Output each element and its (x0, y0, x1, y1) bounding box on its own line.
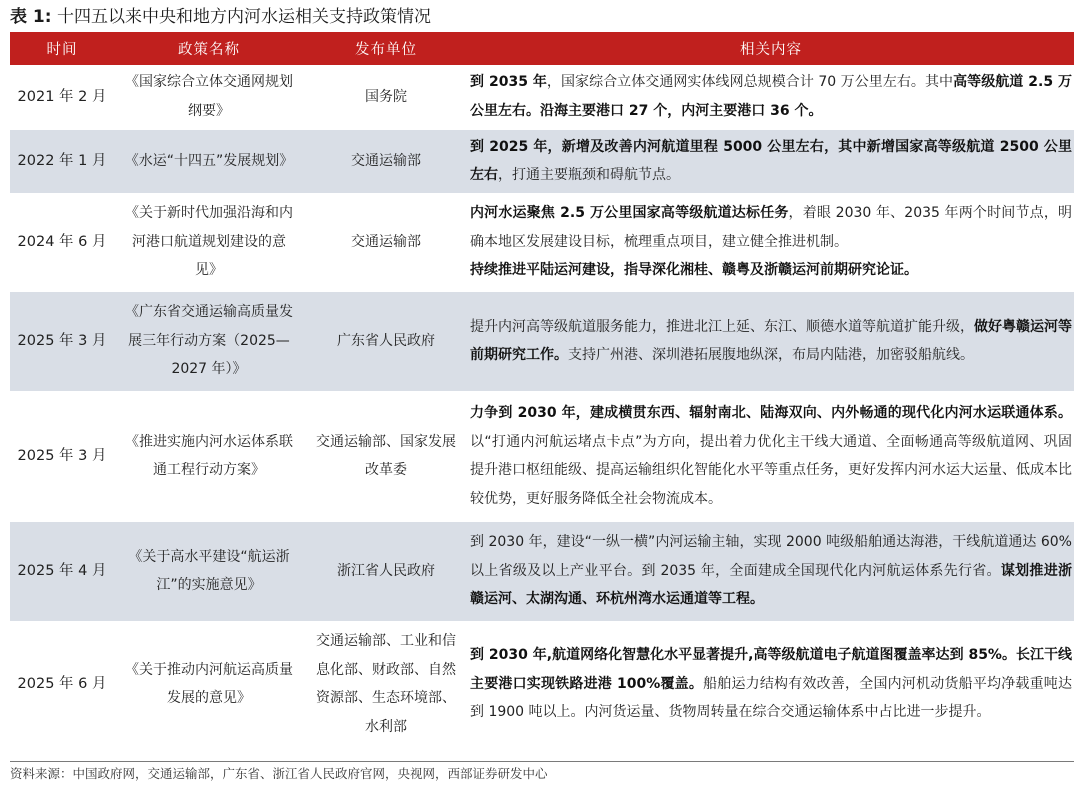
table-row (10, 621, 1074, 747)
content-text: 到 2030 年，建设“一纵一横”内河运输主轴，实现 2000 吨级船舶通达海港，干线航道通达 60%以上省级及以上产业平台。到 2035 年，全面建成全国现代化内河航运体系先行省。 (470, 534, 1072, 579)
cell-issuer: 交通运输部、工业和信息化部、财政部、自然资源部、生态环境部、水利部 (304, 621, 468, 747)
table-row (10, 391, 1074, 521)
bottom-rule (10, 761, 1074, 762)
content-emphasis: 力争到 2030 年，建成横贯东西、辐射南北、陆海双向、内外畅通的现代化内河水运联通体系。 (470, 405, 1072, 421)
content-emphasis: 高等级航道 2.5 万公里左右。 (470, 74, 1072, 119)
content-text: ，打通主要瓶颈和碍航节点。 (498, 167, 680, 183)
header-content: 相关内容 (468, 32, 1074, 65)
table-row (10, 193, 1074, 291)
cell-issuer: 浙江省人民政府 (304, 521, 468, 621)
content-emphasis: 沿海主要港口 27 个，内河主要港口 36 个。 (540, 102, 823, 119)
content-text: 以“打通内河航运堵点卡点”为方向，提出着力优化主干线大通道、全面畅通高等级航道网、巩固提升港口枢纽能级、提高运输组织化智能化水平等重点任务，更好发挥内河水运大运量、低成本比较优势，更好服务降低全社会物流成本。 (470, 433, 1072, 507)
content-text: 船舶运力结构有效改善，全国内河机动货船平均净载重吨达到 1900 吨以上。内河货运量、货物周转量在综合交通运输体系中占比进一步提升。 (470, 675, 1072, 721)
table-row (10, 291, 1074, 391)
content-emphasis: 谋划推进浙赣运河、太湖沟通、环杭州湾水运通道等工程。 (470, 562, 1073, 608)
header-time: 时间 (10, 32, 114, 65)
cell-time: 2025 年 4 月 (10, 521, 114, 621)
cell-issuer: 国务院 (304, 65, 468, 129)
cell-content (468, 521, 1074, 621)
table-caption (10, 4, 431, 30)
header-issuer: 发布单位 (304, 32, 468, 65)
cell-policy-name: 《国家综合立体交通网规划纲要》 (114, 65, 304, 129)
content-emphasis: 到 2025 年，新增及改善内河航道里程 5000 公里左右，其中新增国家高等级航道 2500 公里左右 (470, 138, 1072, 183)
content-text: 支持广州港、深圳港拓展腹地纵深，布局内陆港，加密驳船航线。 (568, 347, 974, 363)
table-body (10, 65, 1074, 747)
cell-content (468, 193, 1074, 291)
cell-content (468, 129, 1074, 193)
cell-time: 2025 年 3 月 (10, 291, 114, 391)
cell-policy-name: 《水运“十四五”发展规划》 (114, 129, 304, 193)
cell-issuer: 交通运输部 (304, 193, 468, 291)
content-emphasis: 到 2035 年 (470, 74, 547, 91)
cell-time: 2022 年 1 月 (10, 129, 114, 193)
cell-content (468, 621, 1074, 747)
cell-policy-name: 《关于推动内河航运高质量发展的意见》 (114, 621, 304, 747)
cell-policy-name: 《关于新时代加强沿海和内河港口航道规划建设的意见》 (114, 193, 304, 291)
content-emphasis: 持续推进平陆运河建设，指导深化湘桂、赣粤及浙赣运河前期研究论证。 (470, 262, 918, 279)
cell-time: 2021 年 2 月 (10, 65, 114, 129)
cell-issuer: 广东省人民政府 (304, 291, 468, 391)
cell-content (468, 391, 1074, 521)
cell-policy-name: 《推进实施内河水运体系联通工程行动方案》 (114, 391, 304, 521)
cell-time: 2025 年 3 月 (10, 391, 114, 521)
content-emphasis: 长江干线主要港口实现铁路进港 100%覆盖。 (470, 647, 1073, 692)
source-note: 资料来源：中国政府网，交通运输部，广东省、浙江省人民政府官网，央视网，西部证券研发中心 (10, 766, 548, 781)
caption-label: 表 1: (10, 7, 52, 27)
header-policy-name: 政策名称 (114, 32, 304, 65)
content-text: ，国家综合立体交通网实体线网总规模合计 70 万公里左右。其中 (546, 74, 954, 91)
policy-table (10, 32, 1074, 748)
table-header-row (10, 32, 1074, 65)
cell-time: 2024 年 6 月 (10, 193, 114, 291)
cell-content (468, 65, 1074, 129)
cell-issuer: 交通运输部 (304, 129, 468, 193)
cell-content (468, 291, 1074, 391)
content-text: ，着眼 2030 年、2035 年两个时间节点，明确本地区发展建设目标，梳理重点项目，建立健全推进机制。 (470, 205, 1072, 250)
content-emphasis: 做好粤赣运河等前期研究工作。 (470, 318, 1072, 363)
content-emphasis: 内河水运聚焦 2.5 万公里国家高等级航道达标任务 (470, 205, 789, 222)
table-row (10, 521, 1074, 621)
cell-time: 2025 年 6 月 (10, 621, 114, 747)
table-row (10, 65, 1074, 129)
content-emphasis: 到 2030 年,航道网络化智慧化水平显著提升,高等级航道电子航道图覆盖率达到 85%。 (470, 647, 1016, 664)
content-text: 提升内河高等级航道服务能力，推进北江上延、东江、顺德水道等航道扩能升级， (470, 318, 974, 335)
cell-policy-name: 《广东省交通运输高质量发展三年行动方案（2025—2027 年）》 (114, 291, 304, 391)
caption-title: 十四五以来中央和地方内河水运相关支持政策情况 (56, 7, 431, 27)
cell-policy-name: 《关于高水平建设“航运浙江”的实施意见》 (114, 521, 304, 621)
table-row (10, 129, 1074, 193)
cell-issuer: 交通运输部、国家发展改革委 (304, 391, 468, 521)
